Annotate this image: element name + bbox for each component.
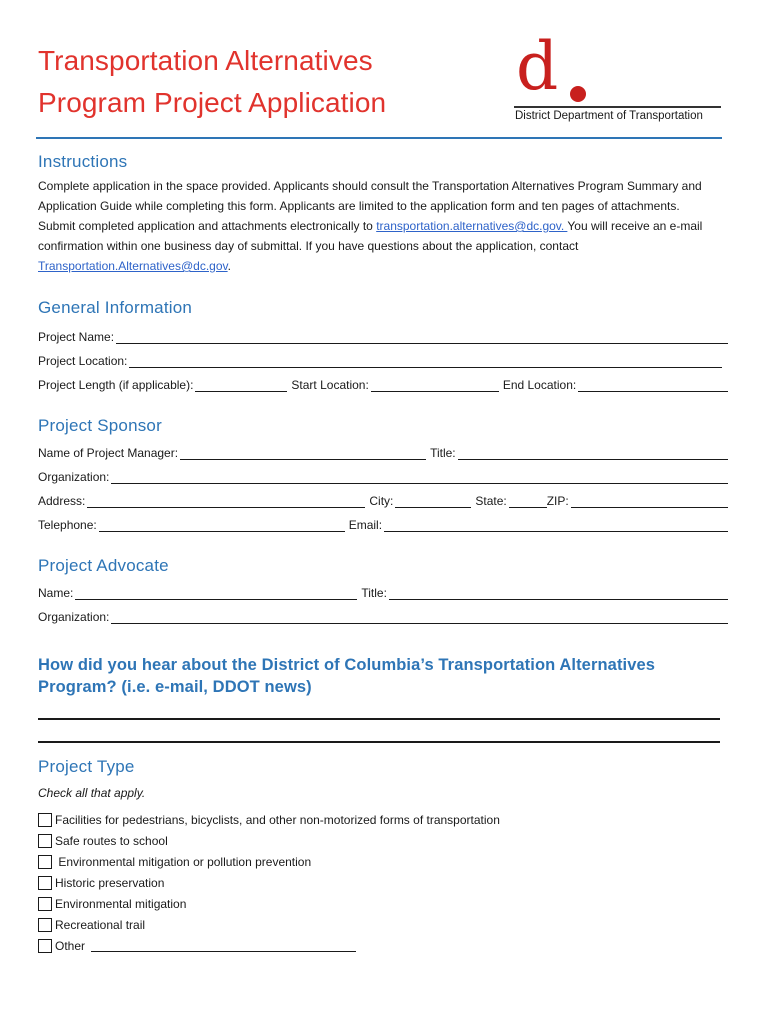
checkbox[interactable] bbox=[38, 939, 52, 953]
zip-label: ZIP: bbox=[546, 494, 569, 508]
checkbox[interactable] bbox=[38, 834, 52, 848]
end-location-label: End Location: bbox=[502, 378, 577, 392]
sponsor-title-field[interactable] bbox=[458, 447, 728, 460]
address-label: Address: bbox=[38, 494, 86, 508]
logo-letter: d bbox=[516, 28, 559, 105]
zip-field[interactable] bbox=[571, 495, 728, 508]
referral-question bbox=[38, 654, 718, 698]
question-line-1: How did you hear about the District of Columbia’s Transportation Alternatives bbox=[38, 656, 656, 674]
instructions-text bbox=[38, 176, 708, 276]
project-type-option-other[interactable] bbox=[38, 937, 356, 955]
checkbox[interactable] bbox=[38, 897, 52, 911]
sponsor-organization-field[interactable] bbox=[111, 471, 728, 484]
project-location-row bbox=[38, 350, 722, 368]
advocate-name-field[interactable] bbox=[75, 587, 357, 600]
project-type-option[interactable] bbox=[38, 874, 164, 892]
advocate-title-label: Title: bbox=[361, 586, 387, 600]
project-name-field[interactable] bbox=[116, 331, 728, 344]
logo-org-name: District Department of Transportation bbox=[515, 110, 703, 122]
project-name-label: Project Name: bbox=[38, 330, 115, 344]
advocate-name-row bbox=[38, 582, 728, 600]
manager-name-field[interactable] bbox=[180, 447, 426, 460]
advocate-organization-row bbox=[38, 606, 728, 624]
title-line-2: Program Project Application bbox=[38, 87, 387, 118]
project-type-option[interactable] bbox=[38, 916, 145, 934]
instructions-part-1: Complete application in the space provided. Applicants should consult the Transportation Alternatives Program Summary and Application Guide while completing this form. Applicants are limited to the application form and ten pages of attachments. Submit completed application and attachments electronically to bbox=[38, 179, 702, 233]
city-field[interactable] bbox=[395, 495, 471, 508]
project-type-option[interactable] bbox=[38, 895, 186, 913]
title-line-1: Transportation Alternatives bbox=[38, 45, 373, 76]
sponsor-contact-row bbox=[38, 514, 728, 532]
telephone-field[interactable] bbox=[99, 519, 345, 532]
option-label: Recreational trail bbox=[55, 918, 146, 932]
city-label: City: bbox=[369, 494, 394, 508]
option-label: Other bbox=[55, 939, 86, 953]
advocate-title-field[interactable] bbox=[389, 587, 728, 600]
email-field[interactable] bbox=[384, 519, 728, 532]
advocate-name-label: Name: bbox=[38, 586, 74, 600]
instructions-part-2: You will receive an e-mail confirmation within one business day of submittal. If you have questions about the application, contact bbox=[38, 219, 703, 253]
project-type-option[interactable] bbox=[38, 853, 311, 871]
option-label: Environmental mitigation or pollution prevention bbox=[55, 855, 312, 869]
email-label: Email: bbox=[348, 518, 383, 532]
checkbox[interactable] bbox=[38, 855, 52, 869]
telephone-label: Telephone: bbox=[38, 518, 97, 532]
instructions-heading: Instructions bbox=[38, 152, 128, 171]
option-label: Historic preservation bbox=[55, 876, 165, 890]
question-line-2: Program? (i.e. e-mail, DDOT news) bbox=[38, 678, 312, 696]
sponsor-title-label: Title: bbox=[430, 446, 456, 460]
email-link-1[interactable]: transportation.alternatives@dc.gov. bbox=[376, 219, 568, 233]
email-link-2[interactable]: Transportation.Alternatives@dc.gov bbox=[38, 259, 228, 273]
sponsor-manager-row bbox=[38, 442, 728, 460]
project-sponsor-heading: Project Sponsor bbox=[38, 416, 162, 435]
checkbox[interactable] bbox=[38, 813, 52, 827]
option-label: Environmental mitigation bbox=[55, 897, 187, 911]
header-divider bbox=[36, 137, 722, 139]
advocate-organization-field[interactable] bbox=[111, 611, 728, 624]
instructions-part-3: . bbox=[227, 259, 231, 273]
option-label: Facilities for pedestrians, bicyclists, and other non-motorized forms of transportation bbox=[55, 813, 500, 827]
state-field[interactable] bbox=[509, 495, 547, 508]
project-length-row bbox=[38, 374, 728, 392]
advocate-organization-label: Organization: bbox=[38, 610, 110, 624]
project-location-label: Project Location: bbox=[38, 354, 128, 368]
other-type-field[interactable] bbox=[91, 940, 356, 952]
option-label: Safe routes to school bbox=[55, 834, 168, 848]
project-type-heading: Project Type bbox=[38, 757, 135, 776]
project-type-option[interactable] bbox=[38, 811, 500, 829]
answer-line-1[interactable] bbox=[38, 718, 720, 720]
sponsor-organization-row bbox=[38, 466, 728, 484]
start-location-label: Start Location: bbox=[291, 378, 369, 392]
ddot-logo bbox=[512, 28, 724, 126]
project-length-field[interactable] bbox=[195, 379, 287, 392]
checkbox[interactable] bbox=[38, 918, 52, 932]
logo-rule bbox=[514, 106, 721, 108]
address-field[interactable] bbox=[87, 495, 365, 508]
start-location-field[interactable] bbox=[371, 379, 499, 392]
general-information-heading: General Information bbox=[38, 298, 193, 317]
sponsor-organization-label: Organization: bbox=[38, 470, 110, 484]
check-all-hint: Check all that apply. bbox=[38, 786, 146, 800]
answer-line-2[interactable] bbox=[38, 741, 720, 743]
page-title bbox=[38, 40, 498, 124]
state-label: State: bbox=[475, 494, 507, 508]
project-type-option[interactable] bbox=[38, 832, 168, 850]
project-advocate-heading: Project Advocate bbox=[38, 556, 169, 575]
logo-dot-icon bbox=[570, 86, 586, 102]
project-name-row bbox=[38, 326, 728, 344]
manager-name-label: Name of Project Manager: bbox=[38, 446, 179, 460]
checkbox[interactable] bbox=[38, 876, 52, 890]
project-location-field[interactable] bbox=[129, 355, 722, 368]
sponsor-address-row bbox=[38, 490, 728, 508]
end-location-field[interactable] bbox=[578, 379, 728, 392]
project-length-label: Project Length (if applicable): bbox=[38, 378, 194, 392]
